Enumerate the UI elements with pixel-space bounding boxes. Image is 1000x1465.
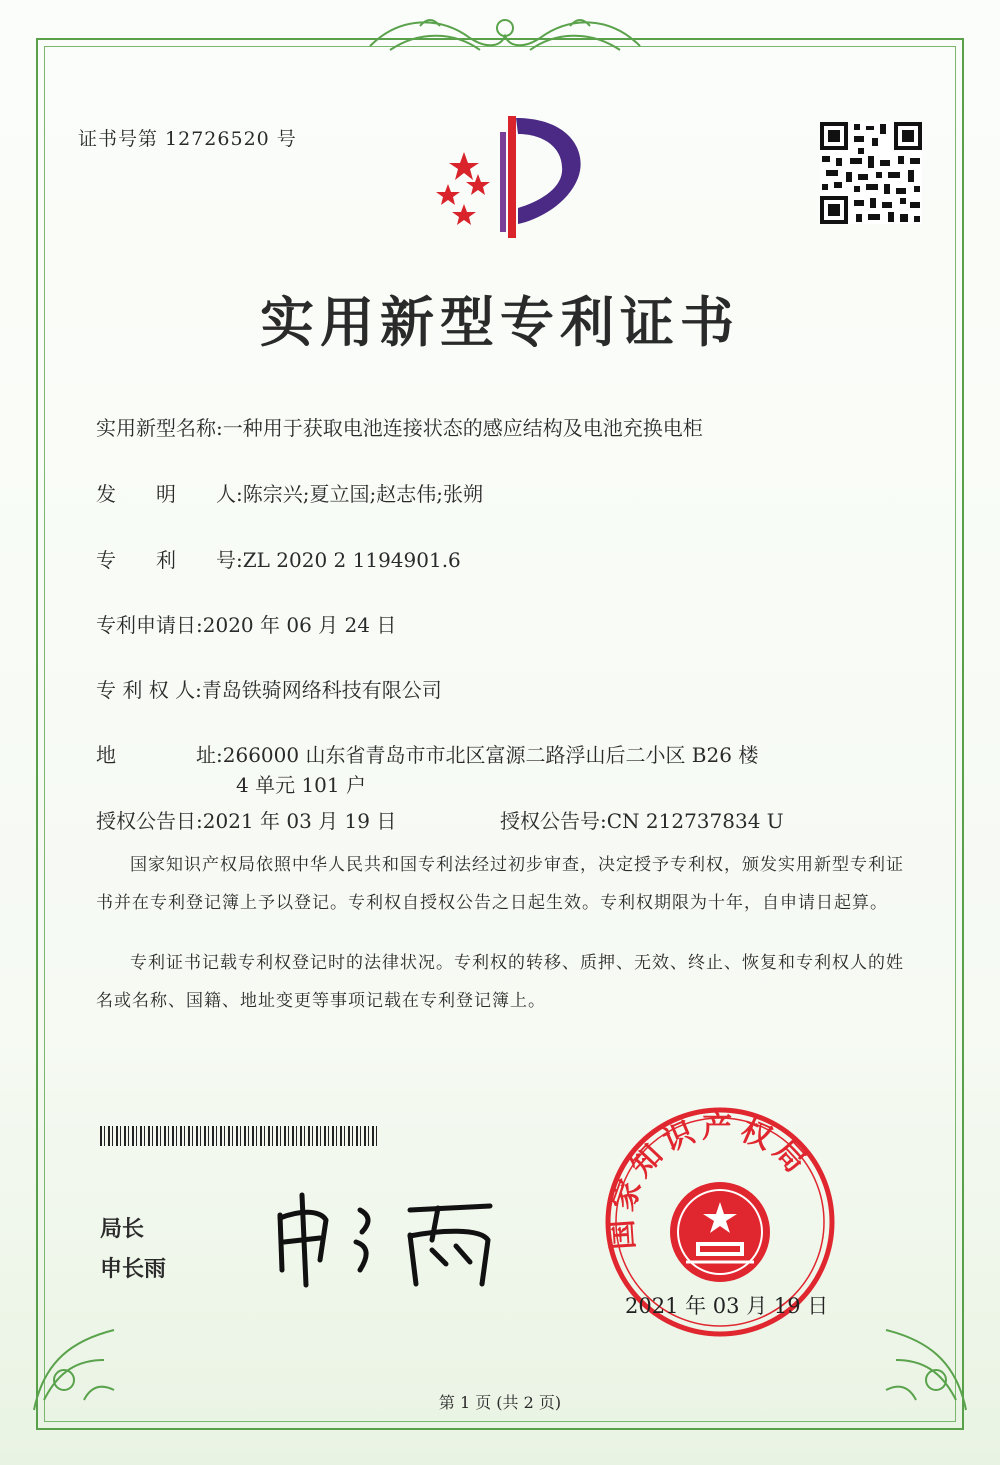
statement-paragraph-1: 国家知识产权局依照中华人民共和国专利法经过初步审查，决定授予专利权，颁发实用新型专利证书并在专利登记簿上予以登记。专利权自授权公告之日起生效。专利权期限为十年，自申请日起算。 <box>96 855 904 913</box>
inventor-value: 陈宗兴;夏立国;赵志伟;张朔 <box>242 482 483 506</box>
grant-date-value: 2021 年 03 月 19 日 <box>202 809 397 833</box>
cnipa-logo-icon <box>420 112 590 242</box>
patentee-value: 青岛铁骑网络科技有限公司 <box>201 678 442 702</box>
barcode-icon <box>100 1126 378 1146</box>
statement-paragraph-2: 专利证书记载专利权登记时的法律状况。专利权的转移、质押、无效、终止、恢复和专利权人的姓名或名称、国籍、地址变更等事项记载在专利登记簿上。 <box>96 953 904 1011</box>
name-label: 实用新型名称: <box>96 416 223 440</box>
field-patentee <box>96 674 442 703</box>
grant-number-label: 授权公告号: <box>500 809 607 833</box>
inventor-label: 发 明 人: <box>96 482 243 506</box>
field-inventor <box>96 478 483 507</box>
page-indicator: 第 1 页 (共 2 页) <box>438 1393 562 1412</box>
field-filing-date <box>96 609 396 638</box>
address-value-line2: 4 单元 101 户 <box>236 773 366 797</box>
seal-date: 2021 年 03 月 19 日 <box>625 1294 829 1318</box>
patent-number-value: ZL 2020 2 1194901.6 <box>242 548 461 572</box>
field-address <box>96 739 758 768</box>
seal-text: 国家知识产权局 <box>604 1110 817 1251</box>
field-grant-date <box>96 805 396 834</box>
certificate-number: 证书号第 12726520 号 <box>78 128 297 150</box>
grant-date-label: 授权公告日: <box>96 809 203 833</box>
field-patent-number <box>96 544 461 573</box>
filing-date-value: 2020 年 06 月 24 日 <box>202 613 397 637</box>
patent-number-label: 专 利 号: <box>96 548 243 572</box>
address-label: 地 址: <box>96 743 223 767</box>
name-value: 一种用于获取电池连接状态的感应结构及电池充换电柜 <box>222 416 703 440</box>
address-value-line1: 266000 山东省青岛市市北区富源二路浮山后二小区 B26 楼 <box>222 743 759 767</box>
director-title: 局长 <box>100 1217 145 1242</box>
top-ornament-icon <box>360 6 650 64</box>
patentee-label: 专 利 权 人: <box>96 678 202 702</box>
qr-code-icon <box>820 122 922 224</box>
signature-icon <box>260 1180 510 1290</box>
grant-number-value: CN 212737834 U <box>606 809 784 833</box>
certificate-title: 实用新型专利证书 <box>260 291 740 354</box>
field-grant-number <box>500 805 784 834</box>
field-name <box>96 412 703 441</box>
filing-date-label: 专利申请日: <box>96 613 203 637</box>
director-name: 申长雨 <box>100 1257 167 1282</box>
